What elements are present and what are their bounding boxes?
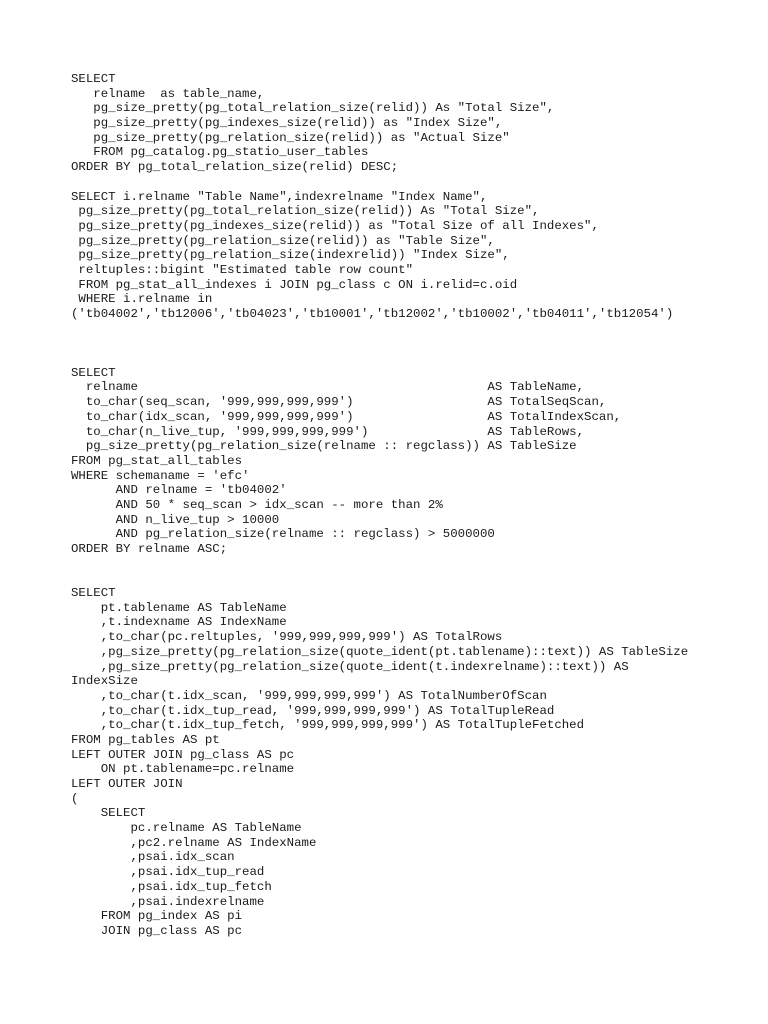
code-line: ,pg_size_pretty(pg_relation_size(quote_ident(t.indexrelname)::text)) AS (71, 659, 629, 674)
code-line: to_char(n_live_tup, '999,999,999,999') AS TableRows, (71, 424, 585, 439)
code-line: ( (71, 791, 79, 806)
code-line: reltuples::bigint "Estimated table row count" (71, 262, 414, 277)
code-line: ,psai.idx_scan (71, 850, 235, 865)
code-line: SELECT (71, 806, 146, 821)
code-line: pg_size_pretty(pg_relation_size(indexrelid)) "Index Size", (71, 248, 510, 263)
code-line: pg_size_pretty(pg_indexes_size(relid)) as "Index Size", (71, 116, 503, 131)
code-line: ,to_char(t.idx_tup_fetch, '999,999,999,999') AS TotalTupleFetched (71, 718, 585, 733)
code-line: JOIN pg_class AS pc (71, 923, 243, 938)
code-line: ,t.indexname AS IndexName (71, 615, 287, 630)
code-line: pg_size_pretty(pg_indexes_size(relid)) as "Total Size of all Indexes", (71, 218, 599, 233)
code-line: ORDER BY relname ASC; (71, 542, 228, 557)
code-line: ON pt.tablename=pc.relname (71, 762, 295, 777)
code-line: IndexSize (71, 674, 138, 689)
code-line: ('tb04002','tb12006','tb04023','tb10001','tb12002','tb10002','tb04011','tb12054') (71, 307, 674, 321)
code-line: FROM pg_stat_all_indexes i JOIN pg_class c ON i.relid=c.oid (71, 277, 518, 292)
code-line: ORDER BY pg_total_relation_size(relid) DESC; (71, 160, 399, 175)
code-line: AND pg_relation_size(relname :: regclass) > 5000000 (71, 527, 495, 542)
code-line: AND n_live_tup > 10000 (71, 512, 280, 527)
code-line: FROM pg_stat_all_tables (71, 453, 243, 468)
code-line: pg_size_pretty(pg_relation_size(relid)) as "Table Size", (71, 233, 495, 248)
code-line: WHERE i.relname in (71, 292, 213, 307)
code-line: FROM pg_tables AS pt (71, 732, 220, 747)
code-line: AND 50 * seq_scan > idx_scan -- more than 2% (71, 497, 443, 512)
code-line: to_char(idx_scan, '999,999,999,999') AS TotalIndexScan, (71, 409, 622, 424)
sql-block-table-sizes (71, 72, 761, 175)
code-line: SELECT i.relname "Table Name",indexrelname "Index Name", (71, 189, 488, 204)
code-line: ,pg_size_pretty(pg_relation_size(quote_ident(pt.tablename)::text)) AS TableSize (71, 644, 689, 659)
code-line: ,psai.idx_tup_read (71, 865, 265, 880)
code-line: LEFT OUTER JOIN (71, 777, 183, 792)
sql-block-index-sizes (71, 190, 761, 322)
code-line: ,psai.indexrelname (71, 894, 265, 909)
blank-line (71, 175, 761, 190)
document-page (71, 72, 761, 939)
code-line: relname as table_name, (71, 86, 265, 101)
code-line: ,to_char(pc.reltuples, '999,999,999,999') AS TotalRows (71, 630, 503, 645)
sql-block-index-usage (71, 586, 761, 939)
code-line: pc.relname AS TableName (71, 821, 302, 836)
code-line: relname AS TableName, (71, 380, 585, 395)
code-line: ,to_char(t.idx_tup_read, '999,999,999,999') AS TotalTupleRead (71, 703, 555, 718)
code-line: SELECT (71, 365, 116, 380)
code-line: pt.tablename AS TableName (71, 600, 287, 615)
code-line: SELECT (71, 586, 116, 601)
code-line: ,pc2.relname AS IndexName (71, 835, 317, 850)
code-line: LEFT OUTER JOIN pg_class AS pc (71, 747, 295, 762)
code-line: pg_size_pretty(pg_total_relation_size(relid)) As "Total Size", (71, 101, 555, 116)
blank-lines (71, 557, 761, 586)
blank-lines (71, 322, 761, 366)
code-line: pg_size_pretty(pg_relation_size(relname :: regclass)) AS TableSize (71, 439, 577, 454)
code-line: FROM pg_index AS pi (71, 909, 243, 924)
code-line: ,psai.idx_tup_fetch (71, 879, 272, 894)
code-line: to_char(seq_scan, '999,999,999,999') AS TotalSeqScan, (71, 395, 607, 410)
sql-block-seq-scan-stats (71, 366, 761, 557)
code-line: AND relname = 'tb04002' (71, 483, 287, 498)
code-line: SELECT (71, 72, 116, 86)
code-line: pg_size_pretty(pg_total_relation_size(relid)) As "Total Size", (71, 204, 540, 219)
code-line: ,to_char(t.idx_scan, '999,999,999,999') AS TotalNumberOfScan (71, 688, 547, 703)
code-line: FROM pg_catalog.pg_statio_user_tables (71, 145, 369, 160)
code-line: pg_size_pretty(pg_relation_size(relid)) as "Actual Size" (71, 130, 510, 145)
code-line: WHERE schemaname = 'efc' (71, 468, 250, 483)
